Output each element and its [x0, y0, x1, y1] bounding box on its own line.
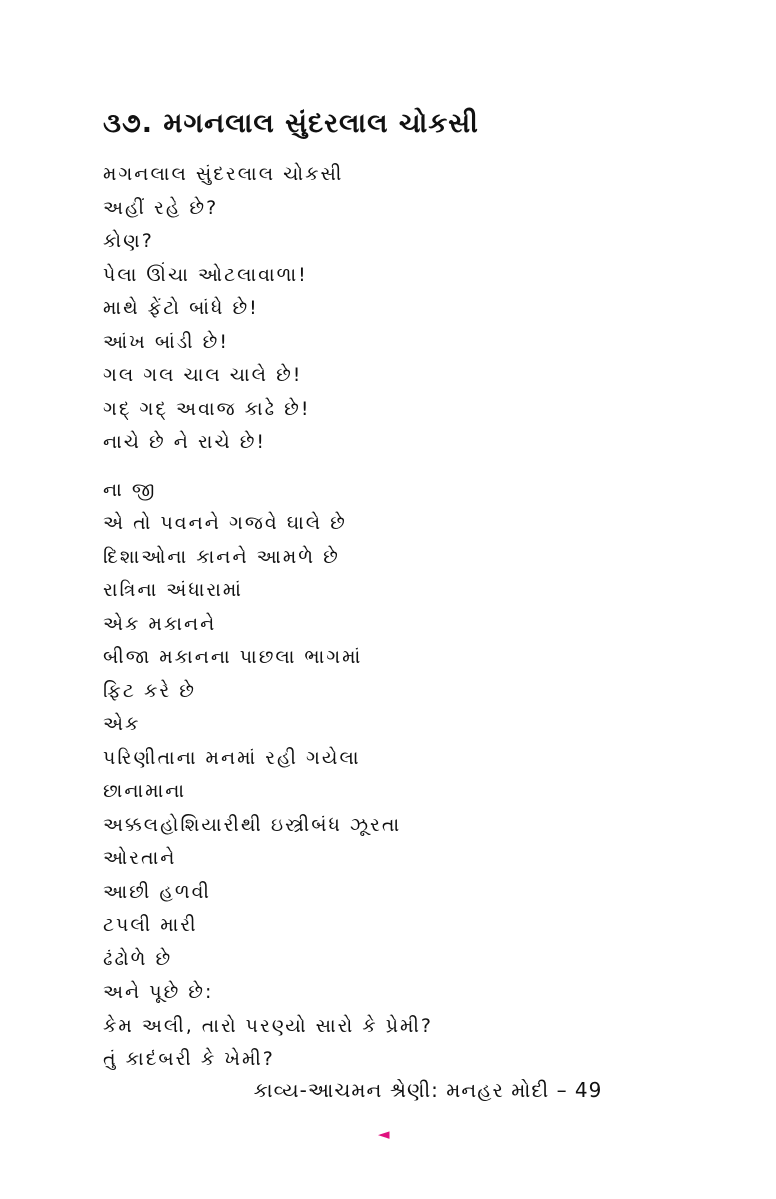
page-footer: કાવ્ય-આચમન શ્રેણી: મનહર મોદી – 49: [253, 1078, 603, 1102]
poem-line: છાનામાના: [103, 780, 187, 802]
poem-line: કેમ અલી, તારો પરણ્યો સારો કે પ્રેમી?: [103, 1014, 433, 1037]
poem-line: ના જી: [103, 478, 157, 501]
poem-title: ૩૭. મગનલાલ સુંદરલાલ ચોકસી: [103, 108, 479, 139]
poem-line: તું કાદંબરી કે ખેમી?: [103, 1048, 275, 1070]
poem-line: માથે ફેંટો બાંધે છે!: [103, 297, 259, 319]
back-arrow-icon[interactable]: ◄: [378, 1125, 390, 1143]
poem-line: પરિણીતાના મનમાં રહી ગયેલા: [103, 746, 361, 769]
poem-line: દિશાઓના કાનને આમળે છે: [103, 545, 340, 568]
poem-line: પેલા ઊંચા ઓટલાવાળા!: [103, 263, 308, 286]
poem-line: અને પૂછે છે:: [103, 981, 214, 1003]
stanza-1: [103, 158, 703, 460]
poem-body: [103, 158, 703, 1077]
poem-line: ઢંઢોળે છે: [103, 947, 173, 970]
stanza-2: [103, 474, 703, 1077]
poem-line: ગદ્ ગદ્ અવાજ કાઢે છે!: [103, 397, 311, 420]
poem-line: ફિટ કરે છે: [103, 679, 196, 702]
poem-line: ગલ ગલ ચાલ ચાલે છે!: [103, 364, 303, 386]
poem-line: ઓરતાને: [103, 847, 177, 869]
poem-line: મગનલાલ સુંદરલાલ ચોકસી: [103, 163, 344, 185]
poem-line: ટપલી મારી: [103, 914, 198, 936]
poem-line: એક મકાનને: [103, 612, 217, 635]
poem-line: કોણ?: [103, 230, 154, 252]
poem-line: રાત્રિના અંધારામાં: [103, 579, 243, 601]
poem-line: એક: [103, 713, 141, 735]
poem-line: આંખ બાંડી છે!: [103, 330, 229, 353]
poem-line: એ તો પવનને ગજવે ઘાલે છે: [103, 512, 347, 534]
poem-line: નાચે છે ને રાચે છે!: [103, 431, 266, 453]
poem-line: અક્કલહોશિયારીથી ઇસ્ત્રીબંધ ઝૂરતા: [103, 813, 402, 836]
poem-line: અહીં રહે છે?: [103, 196, 219, 219]
poem-line: આછી હળવી: [103, 880, 211, 903]
poem-line: બીજા મકાનના પાછલા ભાગમાં: [103, 646, 363, 668]
